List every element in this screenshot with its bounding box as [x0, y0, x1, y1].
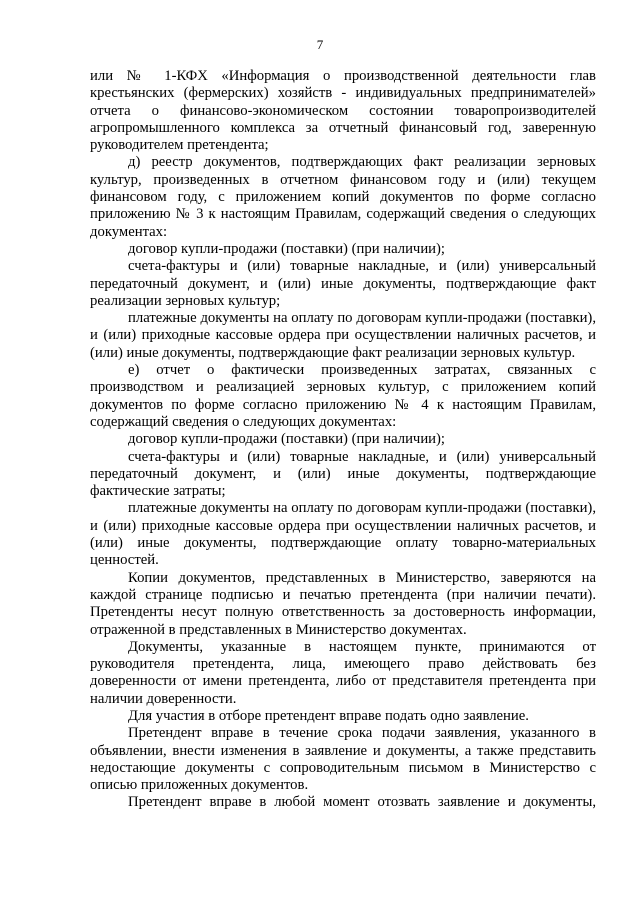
paragraph: е) отчет о фактически произведенных затратах, связанных с производством и реализацией зерновых культур, с приложением копий документов по форме согласно приложению № 4 к настоящим Правилам, содержащий сведения о следующих документах:: [90, 362, 596, 430]
paragraph: Претендент вправе в течение срока подачи заявления, указанного в объявлении, внести изменения в заявление и документы, а также представить недостающие документы с сопроводительным письмом в Министерство с описью приложенных документов.: [90, 725, 596, 794]
paragraph: д) реестр документов, подтверждающих факт реализации зерновых культур, произведенных в отчетном финансовом году и (или) текущем финансовом году, с приложением копий документов по форме согласно приложению № 3 к настоящим Правилам, содержащий сведения о следующих документах:: [90, 154, 596, 240]
page-number: 7: [316, 37, 324, 52]
paragraph: или № 1-КФХ «Информация о производственной деятельности глав крестьянских (фермерских) хозяйств - индивидуальных предпринимателей» отчета о финансово-экономическом состоянии товаропроизводителей агропромышленного комплекса за отчетный финансовый год, заверенную руководителем претендента;: [90, 68, 596, 154]
paragraph: платежные документы на оплату по договорам купли-продажи (поставки), и (или) приходные кассовые ордера при осуществлении наличных расчетов, и (или) иные документы, подтверждающие оплату товарно-материальных ценностей.: [90, 500, 596, 569]
paragraph: Копии документов, представленных в Министерство, заверяются на каждой странице подписью и печатью претендента (при наличии печати). Претенденты несут полную ответственность за достоверность информации, отраженной в представленных в Министерство документах.: [90, 569, 596, 638]
paragraph: счета-фактуры и (или) товарные накладные, и (или) универсальный передаточный документ, и (или) иные документы, подтверждающие фактические затраты;: [90, 448, 596, 500]
document-body: [90, 68, 596, 812]
paragraph: договор купли-продажи (поставки) (при наличии);: [128, 431, 446, 448]
paragraph: платежные документы на оплату по договорам купли-продажи (поставки), и (или) приходные кассовые ордера при осуществлении наличных расчетов, и (или) иные документы, подтверждающие факт реализации зерновых культур.: [90, 310, 596, 361]
paragraph: счета-фактуры и (или) товарные накладные, и (или) универсальный передаточный документ, и (или) иные документы, подтверждающие факт реализации зерновых культур;: [90, 258, 596, 309]
paragraph: Документы, указанные в настоящем пункте, принимаются от руководителя претендента, лица, имеющего право действовать без доверенности от имени претендента, либо от представителя претендента при наличии доверенности.: [90, 638, 596, 707]
paragraph: договор купли-продажи (поставки) (при наличии);: [128, 240, 446, 257]
paragraph: Для участия в отборе претендент вправе подать одно заявление.: [128, 707, 529, 724]
paragraph: Претендент вправе в любой момент отозвать заявление и документы,: [128, 794, 596, 811]
